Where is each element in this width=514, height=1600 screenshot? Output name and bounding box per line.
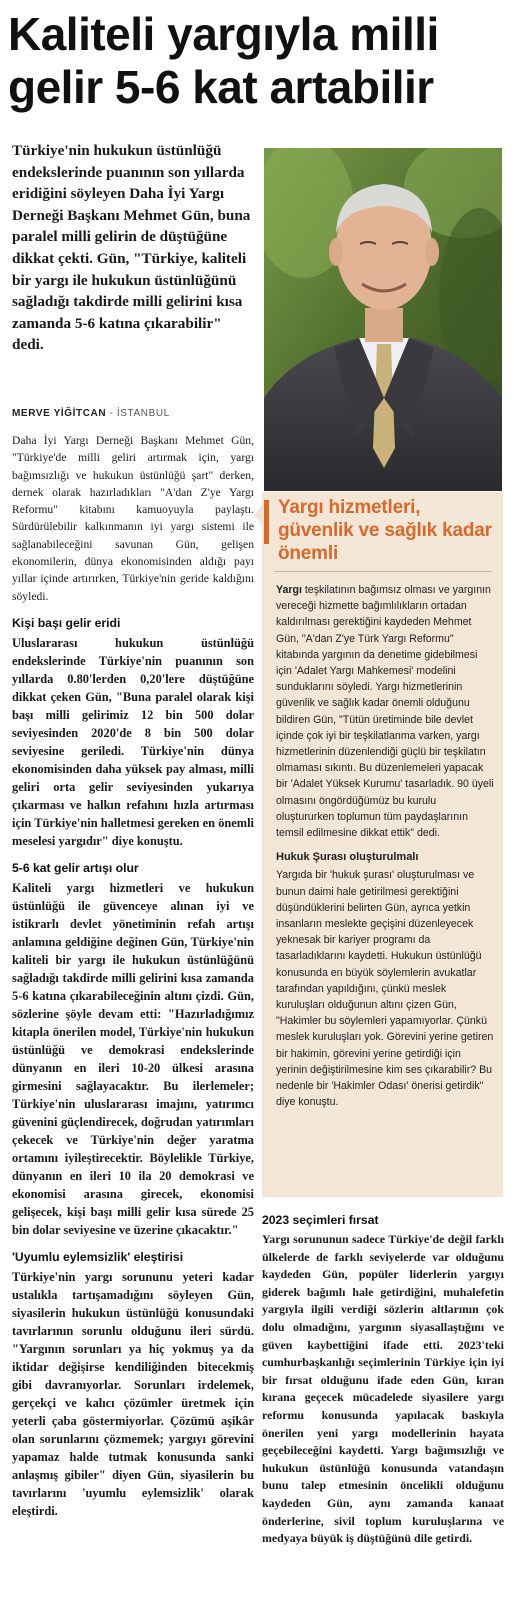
subheading-2023-secimleri: 2023 seçimleri fırsat (262, 1213, 379, 1227)
sidebar-subheading: Hukuk Şurası oluşturulmalı (276, 851, 419, 864)
byline-author: MERVE YİĞİTCAN (12, 408, 107, 419)
sidebar-title: Yargı hizmetleri, güvenlik ve sağlık kadar önemli (278, 497, 492, 564)
sidebar-pointer (254, 505, 262, 525)
body-paragraph-4: Türkiye'nin yargı sorununu yeteri kadar ustalıkla tartışamadığını söyleyen Gün, siyasilerin hukukun üstünlüğü konusundaki tavırlarının sorunlu olduğunu ileri sürdü. "Yargının sorunları ya hiç yokmuş ya da iktidar değişirse kendiliğinden bitecekmiş gibi davranıyorlar. Sorunları irdelemek, gerçekçi ve kalıcı çözümler üretmek için yeterli çaba göstermiyorlar. Çözümü aşikâr olan sorunlarını çözmemek; yargıyı görevini yapamaz halde tutmak konusunda sanki anlaşmış gibiler" diyen Gün, siyasilerin bu tavırlarını 'uyumlu eylemsizlik' olarak eleştirdi. (12, 1269, 254, 1518)
headline: Kaliteli yargıyla milli gelir 5-6 kat artabilir (8, 8, 439, 113)
sidebar-paragraph-1 (276, 582, 494, 841)
sidebar-box (262, 492, 503, 1197)
sidebar-paragraph-1-text: teşkilatının bağımsız olması ve yargının vereceği hizmette bağımlılıkların ortadan kaldırılması gerektiğini kaydeden Mehmet Gün, "A'dan Z'ye Türk Yargı Reformu" kitabında yargının da denetime gidebilmesi için 'Adalet Yargı Mahkemesi' modelini sunduklarını söyledi. Yargı hizmetlerinin güvenlik ve sağlık kadar önemli olduğunu bildiren Gün, "Tütün üretiminde bile devlet içinde çok iyi bir teşkilatlanma varken, yargı hizmetlerinin düzenlendiği güçlü bir teşkilatın olmaması sıkıntı. Bu düzenlemeleri yapacak bir 'Adalet Yüksek Kurumu' tasarladık. 90 üyeli olmasını öngördüğümüz bu kurulu oluştururken toplumun tüm paydaşlarının temsil edilmesine dikkat ettik" dedi. (276, 584, 494, 840)
sidebar-divider (274, 571, 492, 572)
sidebar-lead-word: Yargı (276, 584, 302, 596)
sidebar-paragraph-2: Yargıda bir 'hukuk şurası' oluşturulması ve bunun daimi hale getirilmesi gerektiğini düşündüklerini belirten Gün, ayrıca yetkin insanların meslekte geçişini düzenleyecek yeknesak bir kariyer programı da tasarladıklarını kaydetti. Hukukun üstünlüğü konusunda en büyük söylemlerin avukatlar tarafından yapıldığını, çünkü meslek kuruluşları olduğunun altını çizen Gün, "Hakimler bu söylemleri yapamıyorlar. Çünkü meslek kuruluşları yok. Görevini yerine getiren bir hakimin, görevini yerine getirdiği için yerinin değiştirilmesine kim ses çıkarabilir? Bu nedenle bir 'Hakimler Odası' önerisi getirdik" diye konuştu. (276, 869, 494, 1109)
body-paragraph-2: Uluslararası hukukun üstünlüğü endekslerinde Türkiye'nin puanının son yıllarda 0.80'lerden 0,20'lere düştüğüne dikkat çeken Gün, "Buna paralel olarak kişi başı milli gelirimiz 12 bin 500 dolar seviyesinden 2020'de 8 bin 500 dolar seviyesine geriledi. Türkiye'nin dünya ekonomisinden daha yüksek pay alması, milli geliri orta gelir seviyesinden yukarıya çıkarması ve halkın refahını hızla artırması için Türkiye'nin halletmesi gereken en önemli meselesi yargıdır" diye konuştu. (12, 635, 254, 848)
body-paragraph-1: Daha İyi Yargı Derneği Başkanı Mehmet Gün, "Türkiye'de milli geliri artırmak için, yargı bağımsızlığı ve hukukun üstünlüğü şart" derken, dernek olarak hazırladıkları "A'dan Z'ye Yargı Reformu" kitabını kamuoyuyla paylaştı. Sürdürülebilir kalkınmanın iyi yargı sistemi ile sağlanabileceğini savunan Gün, gelişen ekonomilerin, dünya ekonomisinden aldığı payı yıllar içinde artırırken, Türkiye'nin geride kaldığını söyledi. (12, 434, 254, 603)
body-column-right (262, 1212, 504, 1556)
subheading-gelir-artisi: 5-6 kat gelir artışı olur (12, 860, 139, 875)
sidebar-accent-bar (264, 500, 269, 544)
portrait-photo (264, 148, 502, 491)
body-paragraph-3: Kaliteli yargı hizmetleri ve hukukun üstünlüğü ile güvenceye alınan iyi ve istikrarlı devlet yönetiminin refah artışı anlamına geldiğine değinen Gün, Türkiye'nin kaliteli bir yargı ile hukukun üstünlüğünü sağladığı takdirde milli gelirini kısa zamanda 5-6 katına çıkarabileceğinin altını çizdi. Gün, sözlerine şöyle devam etti: "Hazırladığımız kitapla önerilen model, Türkiye'nin hukukun üstünlüğü ve demokrasi endekslerinde dünyanın en ileri 10-20 ülkesi arasına girmesini sağlayacaktır. Bu ilerlemeler; Türkiye'nin uluslararası imajını, yatırımcı güvenini güçlendirecek, doğrudan yatırımları çekecek ve Türkiye'nin değer yaratma ortamını iyileştirecektir. Böylelikle Türkiye, dünyanın en ileri 10 ila 20 demokrasi ve ekonomisi arasına girecek, ekonomisi gelişecek, kişi başı milli gelir kısa sürede 25 bin dolar seviyesine ve üzerine çıkacaktır." (12, 880, 254, 1237)
body-paragraph-right: Yargı sorununun sadece Türkiye'de değil farklı ülkelerde de farklı seviyelerde var olduğunu kaydeden Gün, popüler liderlerin yargıyı giderek bağımlı hale getirdiğini, muhalefetin yargıyla ilgili verdiği sözlerin altlarının çok dolu olmadığını, yargının siyasallaştığını ve güven kaybettiğini ifade etti. 2023'teki cumhurbaşkanlığı seçimlerinin Türkiye için iyi bir fırsat olduğunu ifade eden Gün, kıran kırana geçecek mücadelede siyasilere yargı reformu konusunda yapılacak baskıyla önerilen yeni yargı modellerinin hayata geçebileceğini kaydetti. Yargı bağımsızlığı ve hukukun üstünlüğü konusunda vatandaşın bunu talep etmesinin öncelikli olduğunu kaydeden Gün, aynı zamanda kanaat önderlerine, sivil toplum kuruluşlarına ve medyaya büyük iş düştüğünü dile getirdi. (262, 1232, 504, 1546)
subheading-kisi-basi: Kişi başı gelir eridi (12, 615, 121, 630)
sidebar-text (276, 582, 494, 1119)
lead-paragraph: Türkiye'nin hukukun üstünlüğü endekslerinde puanının son yıllarda eridiğini söyleyen Daha İyi Yargı Derneği Başkanı Mehmet Gün, buna paralel milli gelirin de düştüğüne dikkat çekti. Gün, "Türkiye, kaliteli bir yargı ile hukukun üstünlüğünü sağladığı takdirde milli gelirini kısa zamanda 5-6 katına çıkarabilir" dedi. (12, 142, 251, 354)
subheading-uyumlu-eylemsizlik: 'Uyumlu eylemsizlik' eleştirisi (12, 1249, 184, 1264)
portrait-illustration (264, 148, 502, 491)
byline-city: - İSTANBUL (106, 408, 170, 419)
byline (12, 408, 170, 419)
body-column-left (12, 432, 254, 1528)
